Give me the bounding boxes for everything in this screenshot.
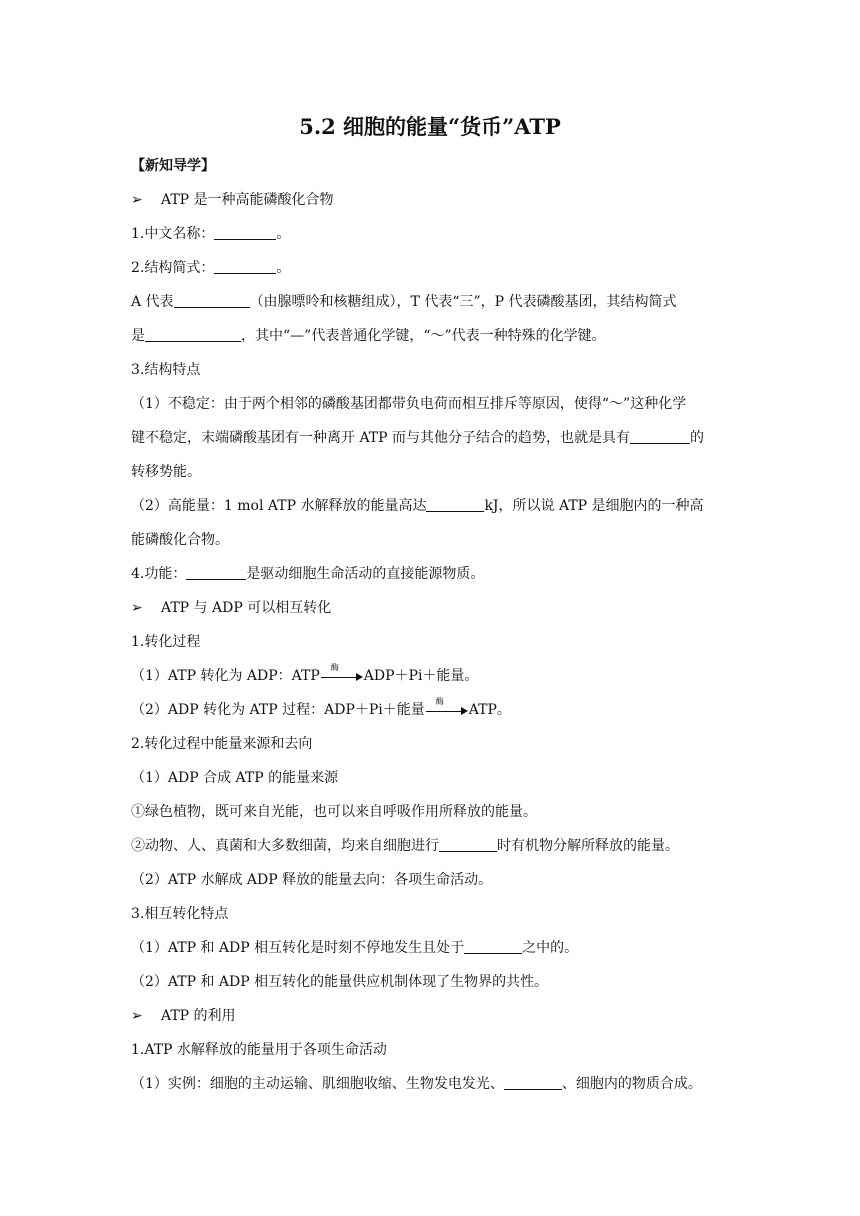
s1-para-a-line-2: 是 ，其中“—”代表普通化学键，“～”代表一种特殊的化学键。 xyxy=(131,328,606,344)
section-heading: 【新知导学】 xyxy=(131,158,215,174)
s1-p2-line-1: （2）高能量：1 mol ATP 水解释放的能量高达 kJ，所以说 ATP 是细胞内的一种高 xyxy=(131,498,704,514)
s2-energy-source: （1）ADP 合成 ATP 的能量来源 xyxy=(131,770,339,786)
s1-para-a-line-1: A 代表 （由腺嘌呤和核糖组成），T 代表“三”，P 代表磷酸基团，其结构简式 xyxy=(131,294,677,310)
s2-item-2: 2.转化过程中能量来源和去向 xyxy=(131,736,313,752)
s3-item-1: 1.ATP 水解释放的能量用于各项生命活动 xyxy=(131,1042,387,1058)
arrow-bullet-icon: ➢ xyxy=(131,600,143,616)
s1-p2-line-2: 能磷酸化合物。 xyxy=(131,532,229,548)
s1-item-2: 2.结构简式： 。 xyxy=(131,260,291,276)
arrow-bullet-icon: ➢ xyxy=(131,192,143,208)
reaction-arrow-icon: 酶 xyxy=(321,669,363,683)
fill-blank xyxy=(630,429,690,444)
page-title: 5.2 细胞的能量“货币”ATP xyxy=(299,114,561,139)
reaction-arrow-icon: 酶 xyxy=(426,703,468,717)
s2-energy-source-a: ①绿色植物，既可来自光能，也可以来自呼吸作用所释放的能量。 xyxy=(131,804,537,820)
s1-item-1: 1.中文名称： 。 xyxy=(131,226,291,242)
s2-energy-destination: （2）ATP 水解成 ADP 释放的能量去向：各项生命活动。 xyxy=(131,872,493,888)
fill-blank xyxy=(439,837,497,852)
fill-blank xyxy=(214,259,276,274)
s2-item-1: 1.转化过程 xyxy=(131,634,201,650)
s1-item-3: 3.结构特点 xyxy=(131,362,201,378)
fill-blank xyxy=(186,565,246,580)
s1-p1-line-1: （1）不稳定：由于两个相邻的磷酸基团都带负电荷而相互排斥等原因，使得“～”这种化学 xyxy=(131,396,687,412)
fill-blank xyxy=(214,225,276,240)
fill-blank xyxy=(174,293,250,308)
s2-reaction-2: （2）ADP 转化为 ATP 过程：ADP＋Pi＋能量 酶 ATP。 xyxy=(131,697,511,718)
s2-reaction-1: （1）ATP 转化为 ADP：ATP 酶 ADP＋Pi＋能量。 xyxy=(131,663,479,684)
s2-energy-source-b: ②动物、人、真菌和大多数细菌，均来自细胞进行 时有机物分解所释放的能量。 xyxy=(131,838,679,854)
s1-p1-line-2: 键不稳定，末端磷酸基团有一种离开 ATP 而与其他分子结合的趋势，也就是具有 的 xyxy=(131,430,705,446)
arrow-bullet-icon: ➢ xyxy=(131,1008,143,1024)
section-3-heading: ➢ ATP 的利用 xyxy=(131,1008,236,1024)
fill-blank xyxy=(504,1075,562,1090)
s2-item-3: 3.相互转化特点 xyxy=(131,906,229,922)
section-1-heading: ➢ ATP 是一种高能磷酸化合物 xyxy=(131,192,334,208)
s2-trait-1: （1）ATP 和 ADP 相互转化是时刻不停地发生且处于 之中的。 xyxy=(131,940,579,956)
s2-trait-2: （2）ATP 和 ADP 相互转化的能量供应机制体现了生物界的共性。 xyxy=(131,974,549,990)
fill-blank xyxy=(145,327,241,342)
fill-blank xyxy=(426,497,484,512)
s1-p1-line-3: 转移势能。 xyxy=(131,464,201,480)
s1-item-4: 4.功能： 是驱动细胞生命活动的直接能源物质。 xyxy=(131,566,485,582)
section-2-heading: ➢ ATP 与 ADP 可以相互转化 xyxy=(131,600,332,616)
s3-example: （1）实例：细胞的主动运输、肌细胞收缩、生物发电发光、 、细胞内的物质合成。 xyxy=(131,1076,702,1092)
fill-blank xyxy=(464,939,522,954)
